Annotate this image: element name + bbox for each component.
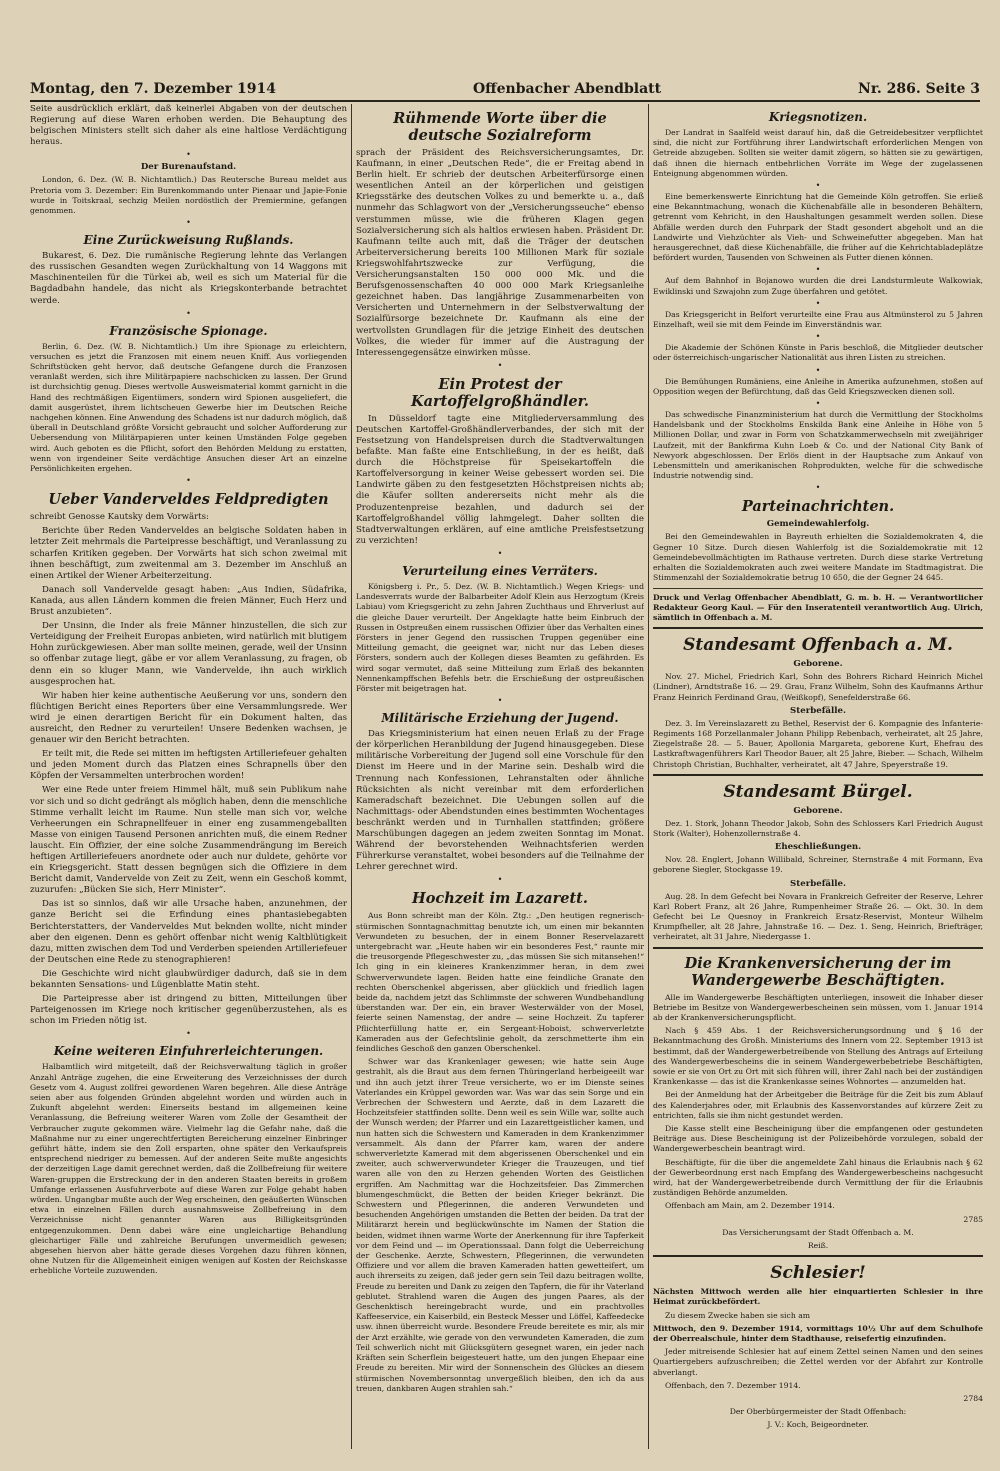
article-title-parteinachrichten: Parteinachrichten.	[741, 498, 895, 516]
article-paragraph: Wir haben hier keine authentische Aeußerung vor uns, sondern den flüchtigen Bericht eines Reporters über eine Versammlungsrede. Wer wird je einen derartigen Bericht für ein Dokument halten, das ausreicht, den Redner zu verurteilen! Unsere Bedenken wachsen, je genauer wir den Bericht betrachten.	[30, 690, 347, 746]
notice-paragraph: Das schwedische Finanzministerium hat durch die Vermittlung der Stockholms Handelsbank und der Stockholms Enskilda Bank eine Anleihe in Höhe von 5 Millionen Dollar, und zwar in Form von Schatzkammerwechseln mit zweijähriger Laufzeit, mit der Bankfirma Kuhn Loeb & Co. und der National City Bank of Newyork abgeschlossen. Der Erlös dient in der Hauptsache zum Ankauf von Lebensmitteln und amerikanischen Rohprodukten, welche für die schwedische Industrie notwendig sind.	[653, 410, 983, 481]
article-title-einfuhr: Keine weiteren Einfuhrerleichterungen.	[53, 1044, 324, 1059]
heading-standesamt-buergel: Standesamt Bürgel.	[723, 781, 913, 802]
subheading-sterbefaelle: Sterbefälle.	[790, 878, 846, 889]
article-body-spionage: Berlin, 6. Dez. (W. B. Nichtamtlich.) Um ihre Spionage zu erleichtern, versuchen es jetzt die Franzosen mit einem neuen Kniff. Aus vorliegenden Schriftstücken geht hervor, daß deutsche Gefangene durch die Franzosen veranlaßt werden, sich ihre Militärpapiere nachschicken zu lassen. Der Grund ist durchsichtig genug. Dieses wertvolle Ausweismaterial kommt garnicht in die Hand des rechtmäßigen Eigentümers, sondern wird Spionen ausgeliefert, die damit ausgerüstet, ihrem lichtscheuen Gewerbe hier im Deutschen Reiche nachgehen können. Eine Anwendung des Schadens ist nur dadurch möglich, daß überall in Deutschland größte Vorsicht gebraucht und solcher Aufforderung zur Uebersendung von Militärpapieren unter keinen Umständen Folge gegeben wird. Auch geboten es die Pflicht, sofort den Behörden Meldung zu erstatten, wenn von irgendeiner Seite verdächtige Ansuchen dieser Art an einzelne Persönlichkeiten ergehen.	[30, 341, 347, 474]
article-body-burenaufstand: London, 6. Dez. (W. B. Nichtamtlich.) Das Reutersche Bureau meldet aus Pretoria vom 3. Dezember: Ein Burenkommando unter Pienaar und Japie-Fonie wurde in Toitskraal, sechzig Meilen nordöstlich der Premiermine, gefangen genommen.	[30, 175, 347, 215]
column-3	[653, 104, 983, 1454]
registry-marriages: Nov. 28. Englert, Johann Willibald, Schreiner, Sternstraße 4 mit Formann, Eva geborene Siegler, Stockgasse 19.	[653, 855, 983, 875]
separator: •	[186, 218, 191, 228]
subheading-sterbefaelle: Sterbefälle.	[790, 705, 846, 716]
separator: •	[815, 181, 821, 191]
notice-paragraph: Nach § 459 Abs. 1 der Reichsversicherungsordnung und § 16 der Bekanntmachung des Großh. Ministeriums des Innern vom 22. September 1913 ist bestimmt, daß der Wandergewerbetreibende von Stellung des Antrags auf Erteilung des Wandergewerbescheins die in seinem Wandergewerbebetriebe Beschäftigten, sowie er sie von Ort zu Ort mit sich führen will, ihrer Zahl nach bei der zuständigen Krankenkasse — das ist die Krankenkasse seines Wohnortes — anzumelden hat.	[653, 1026, 983, 1087]
masthead-date: Montag, den 7. Dezember 1914	[30, 81, 276, 97]
notice-paragraph: Bei der Anmeldung hat der Arbeitgeber die Beiträge für die Zeit bis zum Ablauf des Kalenderjahres oder, mit Erlaubnis des Kassenvorstandes auf kürzere Zeit zu entrichten, falls sie ihm nicht gestundet werden.	[653, 1090, 983, 1120]
column-rule-right	[648, 104, 649, 1449]
article-title-spionage: Französische Spionage.	[109, 323, 268, 338]
notice-paragraph: Die Akademie der Schönen Künste in Paris beschloß, die Mitglieder deutscher oder österreichisch-ungarischer Nationalität aus ihren Listen zu streichen.	[653, 343, 983, 363]
notice-date: Offenbach, den 7. Dezember 1914.	[665, 1380, 801, 1390]
registry-births: Dez. 1. Stork, Johann Theodor Jakob, Sohn des Schlossers Karl Friedrich August Stork (Walter), Hohenzollernstraße 4.	[653, 818, 983, 838]
notice-number: 2785	[963, 1214, 983, 1224]
article-body-sozialreform: sprach der Präsident des Reichsversicherungsamtes, Dr. Kaufmann, in einer „Deutschen Rede“, die er Freitag abend in Berlin hielt. Er schrieb der deutschen Arbeiterfürsorge einen wesentlichen Anteil an der körperlichen und geistigen Kriegsstärke des deutschen Volkes zu und bemerkte u. a., daß nunmehr das Schlagwort von der „Versicherungsseuche“ ebenso verstummen müsse, wie die früheren Klagen gegen Sozialversicherung sich als haltlos erwiesen haben. Präsident Dr. Kaufmann teilte auch mit, daß die Träger der deutschen Arbeiterversicherung bereits 100 Millionen Mark für soziale Kriegswohlfahrtszwecke zur Verfügung, die Versicherungsanstalten 150 000 000 Mk. und die Berufsgenossenschaften 40 000 000 Mark Kriegsanleihe gezeichnet haben. Das langjährige Zusammenarbeiten von Versicherten und Unternehmern in der Selbstverwaltung der Sozialfürsorge bezeichnete Dr. Kaufmann als eine der wertvollsten Grundlagen für die jetzige Einheit des deutschen Volkes, die wieder für immer auf die Austragung der Interessengegensätze einwirken müsse.	[356, 148, 644, 358]
notice-signature-office: Der Oberbürgermeister der Stadt Offenbach:	[729, 1407, 907, 1417]
notice-number: 2784	[963, 1394, 983, 1404]
article-title-russland: Eine Zurückweisung Rußlands.	[83, 233, 294, 248]
notice-paragraph: Nächsten Mittwoch werden alle hier einquartierten Schlesier in ihre Heimat zurückbefördert.	[653, 1287, 983, 1307]
separator: •	[186, 150, 191, 160]
article-paragraph: Berichte über Reden Vanderveldes an belgische Soldaten haben in letzter Zeit mehrmals die Parteipresse beschäftigt, und Veranlassung zu scharfen Kritiken gegeben. Der Vorwärts hat sich schon zweimal mit ihnen beschäftigt, zum zweitenmal am 3. Dezember im Anschluß an einen Artikel der Wiener Arbeiterzeitung.	[30, 526, 347, 581]
separator: •	[497, 548, 503, 558]
separator: •	[815, 399, 821, 409]
notice-paragraph: Mittwoch, den 9. Dezember 1914, vormittags 10½ Uhr auf dem Schulhofe der Oberrealschule, hinter dem Stadthause, reisefertig einzufinden.	[653, 1323, 983, 1344]
intro-paragraph: Seite ausdrücklich erklärt, daß keinerlei Abgaben von der deutschen Regierung auf diese Waren erhoben werden. Die Behauptung des belgischen Ministers stellt sich daher als eine haltlose Verdächtigung heraus.	[30, 104, 347, 148]
article-paragraph: Die Geschichte wird nicht glaubwürdiger dadurch, daß sie in dem bekannten Sensations- und Lügenblatte Matin steht.	[30, 968, 347, 991]
article-body-kartoffel: In Düsseldorf tagte eine Mitgliederversammlung des Deutschen Kartoffel-Großhändlerverbandes, der sich mit der Festsetzung von Handelspreisen durch die Stadtverwaltungen befaßte. Man faßte eine Entschließung, in der es heißt, daß durch die Höchstpreise für Speisekartoffeln die Kartoffelversorgung in keiner Weise gebessert worden sei. Die Landwirte gäben zu den festgesetzten Höchstpreisen nichts ab; die Käufer sollten andererseits nicht mehr als die Produzentenpreise bezahlen, und dadurch sei der Kartoffelgroßhandel völlig lahmgelegt. Daher sollten die Stadtverwaltungen erklären, auf eine amtliche Preisfestsetzung zu verzichten!	[356, 413, 644, 546]
masthead-issue-page: Nr. 286. Seite 3	[858, 81, 980, 97]
notice-paragraph: Zu diesem Zwecke haben sie sich am	[665, 1310, 811, 1320]
subheading-geborene: Geborene.	[793, 659, 843, 670]
subheading-eheschliessungen: Eheschließungen.	[774, 842, 862, 853]
notice-paragraph: Das Kriegsgericht in Belfort verurteilte eine Frau aus Altmünsterol zu 5 Jahren Einzelhaft, weil sie mit dem Feinde im Einverständnis war.	[653, 309, 983, 330]
heading-schlesier: Schlesier!	[770, 1263, 866, 1284]
column-2	[356, 104, 644, 1454]
article-title-sozialreform: Rühmende Worte über die deutsche Sozialreform	[393, 110, 607, 144]
separator: •	[815, 332, 821, 342]
article-paragraph: Das ist so sinnlos, daß wir alle Ursache haben, anzunehmen, der ganze Bericht sei die Erfindung eines phantasiebegabten Berichterstatters, der Vanderveldes Mut beknden wollte, nicht minder aber den eigenen. Denn es gehört offenbar nicht wenig Kaltblütigkeit dazu, mitten zwischen dem Tod und Verderben speienden Artilleriefeuer der Deutschen eine Rede zu stenographieren!	[30, 899, 347, 965]
heading-standesamt-offenbach: Standesamt Offenbach a. M.	[683, 635, 953, 656]
separator: •	[815, 265, 821, 275]
notice-date: Offenbach am Main, am 2. Dezember 1914.	[665, 1201, 835, 1211]
article-body-russland: Bukarest, 6. Dez. Die rumänische Regierung lehnte das Verlangen des russischen Gesandten wegen Zurückhaltung von 14 Waggons mit Maschinenteilen für die Türkei ab, weil es sich um Material für die Bagdadbahn handele, das nicht als Kriegskonterbande betrachtet werde.	[30, 251, 347, 306]
separator: •	[815, 483, 821, 493]
masthead-paper-name: Offenbacher Abendblatt	[472, 81, 662, 97]
subheading-geborene: Geborene.	[793, 805, 843, 816]
separator: •	[186, 308, 191, 318]
separator: •	[497, 875, 503, 885]
notice-signature-name: J. V.: Koch, Beigeordneter.	[767, 1420, 869, 1430]
separator: •	[497, 696, 503, 706]
article-body-jugend: Das Kriegsministerium hat einen neuen Erlaß zu der Frage der körperlichen Heranbildung der Jugend hinausgegeben. Diese militärische Vorbereitung der Jugend soll eine Vorschule für den Dienst im Heere und in der Marine sein. Deshalb wird die Trennung nach Konfessionen, Lehranstalten oder ähnliche Rücksichten als nicht vereinbar mit dem erforderlichen Kameradschaft bezeichnet. Die Uebungen sollen auf die Nachmittags- oder Abendstunden eines bestimmten Wochentages beschränkt werden und in Turnhallen stattfinden; größere Marschübungen dagegen an jedem zweiten Sonntag im Monat. Während der bevorstehenden Weihnachtsferien werden Führerkurse veranstaltet, wobei besonders auf die Teilnahme der Lehrer gerechnet wird.	[356, 729, 644, 873]
article-body-partei: Bei den Gemeindewahlen in Bayreuth erhielten die Sozialdemokraten 4, die Gegner 10 Sitze. Durch diesen Wahlerfolg ist die Sozialdemokratie mit 12 Gemeindebevollmächtigten im Rathause vertreten. Durch diese starke Vertretung erhalten die Sozialdemokraten auch zwei weitere Mandate im Stadtmagistrat. Die Stimmenzahl der Sozialdemokratie betrug 10 650, die der Gegner 24 645.	[653, 532, 983, 583]
subheading-gemeindewahlerfolg: Gemeindewahlerfolg.	[766, 519, 870, 530]
article-paragraph: Wer eine Rede unter freiem Himmel hält, muß sein Publikum nahe vor sich und so dicht gedrängt als möglich haben, denn die menschliche Stimme verhallt leicht im Raume. Nun stelle man sich vor, welche Verheerungen ein Schrapnellfeuer in einer eng zusammengeballten Masse von einigen Tausend Personen anrichten muß, die einem Redner lauscht. Ein Offizier, der eine solche Zusammendrängung im Bereich heftigen Artilleriefeuers anordnete oder auch nur duldete, gehörte vor ein Kriegsgericht. Statt dessen begnügen sich die Offiziere in dem Bericht damit, Vandervelde von Zeit zu Zeit, wenn ein Geschoß kommt, zuzurufen: „Bücken Sie sich, Herr Minister“.	[30, 785, 347, 896]
article-paragraph: Schwer war das Krankenlager gewesen; wie hatte sein Auge gestrahlt, als die Braut aus dem fernen Thüringerland herbeigeeilt war und ihn auch jetzt ihrer Treue versicherte, wo er im Dienste seines Vaterlandes ein Krüppel geworden war. Was war das sein Sorge und ein Verbrechen der Schwestern und Aerzte, daß in dem Lazarett die Hochzeitsfeier stattfinden sollte. Denn weil es sein Wille war, sollte auch der Wunsch werden; der Pfarrer und ein Lazarettgeistlicher kamen, und nun hatten sich die Schwestern und Kameraden in dem Krankenzimmer versammelt. Als dann der Pfarrer kam, waren der andere schwerverletzte Kamerad mit dem abgerissenen Oberschenkel und ein zweiter, auch schwerverwundeter Krieger die Trauzeugen, und tief waren alle von den zu Herzen gehenden Worten des Geistlichen ergriffen. Am Nachmittag war die Hochzeitsfeier. Das Zimmerchen blumengeschmückt, die Betten der beiden Krieger bekränzt. Die Schwestern und Pflegerinnen, die anderen Verwundeten und besuchenden Angehörigen umstanden die Betten der beiden. Da trat der Militärarzt herein und beglückwünschte im Namen der Station die beiden, widmet ihnen warme Worte der Anerkennung für ihre Tapferkeit vor dem Feind und — im Operationssaal. Dann folgt die Ueberreichung der Geschenke. Aerzte, Schwestern, Pflegerinnen, die verwundeten Offiziere und vor allem die braven Kameraden hatten gewetteifert, um auch ihrerseits zu zeigen, daß jeder gern sein Teil dazu beitragen wollte, Freude zu bereiten und Dank zu zeigen den Tapfern, die für ihr Vaterland geblutet. Strahlend waren die Augen des jungen Paares, als der Geschenktisch hereingebracht wurde, und ein prachtvolles Kaffeeservice, ein Kaiserbild, ein Besteck Messer und Löffel, Kaffeedecke usw. ihnen überreicht wurde. Besondere Freude bereitete es mir, als mir der Arzt erzählte, wie gerade von den verwundeten Kameraden, die zum Teil schwerlich nicht mit Glücksgütern gesegnet waren, ein jeder nach Kräften sein Scherflein beigesteuert hatte, um den jungen Ehepaar eine Freude zu bereiten. Mir wird der Sonnenschein des Glückes an diesem stürmischen Novembersonntag unvergeßlich bleiben, den ich da aus treuen, dankbaren Augen strahlen sah.“	[356, 1057, 644, 1393]
separator: •	[815, 298, 821, 308]
column-rule-left	[351, 104, 352, 1449]
article-title-hochzeit: Hochzeit im Lazarett.	[412, 890, 588, 908]
divider	[653, 627, 983, 629]
divider	[653, 588, 983, 589]
article-paragraph: Die Parteipresse aber ist dringend zu bitten, Mitteilungen über Parteigenossen im Kriege noch kritischer gegenüberzustehen, als es schon im Frieden nötig ist.	[30, 994, 347, 1027]
article-body-verraeter: Königsberg i. Pr., 5. Dez. (W. B. Nichtamtlich.) Wegen Kriegs- und Landesverrats wurde der Balbarbeiter Adolf Klein aus Herzogtum (Kreis Labiau) vom Kriegsgericht zu zehn Jahren Zuchthaus und Ehrverlust auf die gleiche Dauer verurteilt. Der Angeklagte hatte beim Einbruch der Russen in Ostpreußen einem russischen Offizier über das Verhalten eines Försters in jener Gegend den russischen Truppen gegenüber eine Mitteilung gemacht, die geeignet war, nicht nur das Leben dieses Försters, sondern auch der Kollegen dieses Beamten zu gefährden. Es wird sogar vermutet, daß seine Mitteilung zum Erlaß des bekannten Nennenkampffschen Befehls betr. die Erschießung der ostpreußischen Förster mit beigetragen hat.	[356, 581, 644, 693]
column-1	[30, 104, 347, 1454]
registry-deaths: Aug. 28. In dem Gefecht bei Novara in Frankreich Gefreiter der Reserve, Lehrer Karl Robert Franz, alt 26 Jahre, Rumpenheimer Straße 26. — Okt. 30. In dem Gefecht bei Le Quesnoy in Frankreich Ersatz-Reservist, Monteur Wilhelm Krumpfheller, alt 28 Jahre, Jahnstraße 16. — Dez. 1. Seng, Heinrich, Briefträger, verheiratet, alt 31 Jahre, Niedergasse 1.	[653, 891, 983, 942]
notice-paragraph: Der Landrat in Saalfeld weist darauf hin, daß die Getreidebesitzer verpflichtet sind, die nicht zur Fortführung ihrer Landwirtschaft erforderlichen Mengen von Getreide abzugeben. Sollten sie weiter damit zögern, so hätten sie zu gewärtigen, daß ihnen die hiernach entbehrlichen Vorräte im Wege der zugelassenen Enteignung abgenommen würden.	[653, 128, 983, 178]
article-title-burenaufstand: Der Burenaufstand.	[140, 162, 237, 173]
article-paragraph: Danach soll Vandervelde gesagt haben: „Aus Indien, Südafrika, Kanada, aus allen Ländern kommen die freien Männer, Euch Herz und Brust anzubieten“.	[30, 584, 347, 618]
article-paragraph: schreibt Genosse Kautsky dem Vorwärts:	[30, 512, 209, 523]
notice-paragraph: Auf dem Bahnhof in Bojanowo wurden die drei Landsturmleute Walkowiak, Ewiklinski und Szwajohn zum Zuge überfahren und getötet.	[653, 276, 983, 296]
divider	[653, 947, 983, 949]
article-title-kartoffel: Ein Protest der Kartoffelgroßhändler.	[411, 375, 589, 410]
divider	[653, 774, 983, 776]
masthead	[30, 78, 980, 102]
article-title-verraeter: Verurteilung eines Verräters.	[402, 563, 598, 578]
notice-paragraph: Jeder mitreisende Schlesier hat auf einem Zettel seinen Namen und den seines Quartiergebers aufzuschreiben; die Zettel werden vor der Abfahrt zur Kontrolle abverlangt.	[653, 1347, 983, 1377]
imprint: Druck und Verlag Offenbacher Abendblatt, G. m. b. H. — Verantwortlicher Redakteur Georg Kaul. — Für den Inseratenteil verantwortlich Aug. Ulrich, sämtlich in Offenbach a. M.	[653, 592, 983, 622]
notice-paragraph: Die Bemühungen Rumäniens, eine Anleihe in Amerika aufzunehmen, stoßen auf Opposition wegen der Befürchtung, daß das Geld Kriegszwecken dienen soll.	[653, 376, 983, 396]
notice-paragraph: Beschäftigte, für die über die angemeldete Zahl hinaus die Erlaubnis nach § 62 der Gewerbeordnung erst nach Empfang des Wandergewerbescheins nachgesucht wird, hat der Wandergewerbetreibende durch Vermittlung der für die Erlaubnis zuständigen Behörde anzumelden.	[653, 1157, 983, 1198]
separator: •	[186, 476, 191, 486]
article-paragraph: Der Unsinn, die Inder als freie Männer hinzustellen, die sich zur Verteidigung der Freiheit Europas anbieten, wird natürlich mit blutigem Hohn zurückgewiesen. Aber man sollte meinen, gerade, weil der Unsinn so offenbar zutage liegt, gäbe er vor allem Veranlassung, zu fragen, ob denn ein so kluger Mann, wie Vandervelde, ihn auch wirklich ausgesprochen hat.	[30, 621, 347, 687]
separator: •	[186, 1029, 191, 1039]
notice-paragraph: Alle im Wandergewerbe Beschäftigten unterliegen, insoweit die Inhaber dieser Betriebe im Besitze von Wandergewerbescheinen sein müssen, vom 1. Januar 1914 ab der Krankenversicherungspflicht.	[653, 992, 983, 1022]
article-paragraph: Aus Bonn schreibt man der Köln. Ztg.: „Den heutigen regnerisch-stürmischen Sonntagnachmittag benutzte ich, um einen mir bekannten Verwundeten zu besuchen, der in einem Bonner Reservelazarett untergebracht war. „Heute haben wir ein besonderes Fest,“ raunte mir die treusorgende Pflegeschwester zu, „das müssen Sie sich mitansehen!“ Ich ging in ein kleineres Krankenzimmer heran, in dem zwei Schwerverwundete lagen. Beiden hatte eine feindliche Granate den rechten Oberschenkel abgerissen, aber glücklich und friedlich lagen beide da, nachdem jetzt das Schlimmste der schweren Wundbehandlung überstanden war. Der ein, ein braver Westerwälder von der Mosel, feierte seinen Namenstag, der andre — seine Hochzeit. Zu tapferer Pflichterfüllung hatte er, ein Sergeant-Hoboist, schwerverletzte Kameraden aus der Gefechtslinie geholt, da zerschmetterte ihm ein feindliches Geschoß den ganzen Oberschenkel.	[356, 911, 644, 1053]
notice-signature-office: Das Versicherungsamt der Stadt Offenbach a. M.	[722, 1227, 914, 1237]
registry-births: Nov. 27. Michel, Friedrich Karl, Sohn des Bohrers Richard Heinrich Michel (Lindner), Arndtstraße 16. — 29. Grau, Franz Wilhelm, Sohn des Kaufmanns Arthur Franz Heinrich Ferdinand Grau, (Weißkopf), Senefelderstraße 66.	[653, 672, 983, 702]
registry-deaths: Dez. 3. Im Vereinslazarett zu Bethel, Reservist der 6. Kompagnie des Infanterie-Regiments 168 Porzellanmaler Johann Philipp Rebenbach, verheiratet, alt 25 Jahre, Ziegelstraße 28. — 5. Bauer, Apollonia Margareta, geborene Kurt, Ehefrau des Lastkraftwagenführers Karl Theodor Bauer, alt 25 Jahre, Bieber. — Schach, Wilhelm Christoph Christian, Buchhalter, verheiratet, alt 47 Jahre, Speyerstraße 19.	[653, 718, 983, 769]
divider	[653, 1255, 983, 1257]
article-paragraph: Er teilt mit, die Rede sei mitten im heftigsten Artilleriefeuer gehalten und jeden Moment durch das Platzen eines Schrapnells über den Köpfen der Versammelten unterbrochen worden!	[30, 749, 347, 782]
article-body-einfuhr: Halbamtlich wird mitgeteilt, daß der Reichsverwaltung täglich in großer Anzahl Anträge zugehen, die eine Erweiterung des Verzeichnisses der durch Gesetz vom 4. August zollfrei gewordenen Waren begehren. Alle diese Anträge seien aber aus folgenden Gründen abgelehnt worden und würden auch in Zukunft abgelehnt werden: Einerseits bestand im allgemeinen keine Veranlassung, die Befreiung weiterer Waren vom Zolle der Gesamtheit der Verbraucher zugute gekommen wäre. Vielmehr lag die Gefahr nahe, daß die Maßnahme nur zu einer ungerechtfertigten Bereicherung einzelner Einbringer geführt hätte, indem sie den Zoll ersparten, ohne später den Verkaufspreis entsprechend niedriger zu bemessen. Auf der anderen Seite mußte angesichts der derzeitigen Lage damit gerechnet werden, daß die Zollbefreiung für weitere Waren-gruppen die Erstreckung der in den anderen Staaten bereits in großem Umfange erlassenen Ausfuhrverbote auf diese Waren zur Folge gehabt haben würden. Ungangbar mußte auch der Weg erscheinen, den geäußerten Wünschen etwa in einzelnen Fällen durch ausnahmsweise Zollbefreiung in dem Verzeichnisse nicht genannter Waren aus Billigkeitsgründen entgegenzukommen. Denn dabei wäre eine ungleichartige Behandlung gleichartiger Fälle und zahlreiche Berufungen unvermeidlich gewesen; abgesehen hiervon aber hätte gerade dieses Vorgehen dazu führen können, ohne Nutzen für die Allgemeinheit einigen wenigen auf Kosten der Reichskasse erhebliche Vorteile zuzuwenden.	[30, 1062, 347, 1276]
notice-paragraph: Die Kasse stellt eine Bescheinigung über die empfangenen oder gestundeten Beiträge aus. Diese Bescheinigung ist der Polizeibehörde vorzulegen, sobald der Wandergewerbeschein beantragt wird.	[653, 1124, 983, 1154]
article-title-vandervelde: Ueber Vanderveldes Feldpredigten	[48, 491, 329, 509]
separator: •	[497, 360, 503, 370]
article-title-jugend: Militärische Erziehung der Jugend.	[381, 711, 619, 726]
article-title-kriegsnotizen: Kriegsnotizen.	[768, 110, 868, 124]
notice-paragraph: Eine bemerkenswerte Einrichtung hat die Gemeinde Köln getroffen. Sie erließ eine Bekanntmachung, wonach die Küchenabfälle alle in besonderen Behältern, getrennt vom Kehricht, in den Haushaltungen gesammelt werden sollen. Diese Abfälle werden durch den Fuhrpark der Stadt gesondert abgeholt und an die Landwirte und Viehzüchter als Vieh- und Schweinefutter abgegeben. Man hat herausgerechnet, daß diese Küchenabfälle, die früher auf die Kehrichtabladeplätze befördert wurden, Tausenden von Schweinen als Futter dienen können.	[653, 192, 983, 263]
notice-signature-name: Reiß.	[807, 1241, 829, 1251]
heading-krankenversicherung: Die Krankenversicherung der im Wandergewerbe Beschäftigten.	[684, 954, 952, 989]
separator: •	[815, 365, 821, 375]
